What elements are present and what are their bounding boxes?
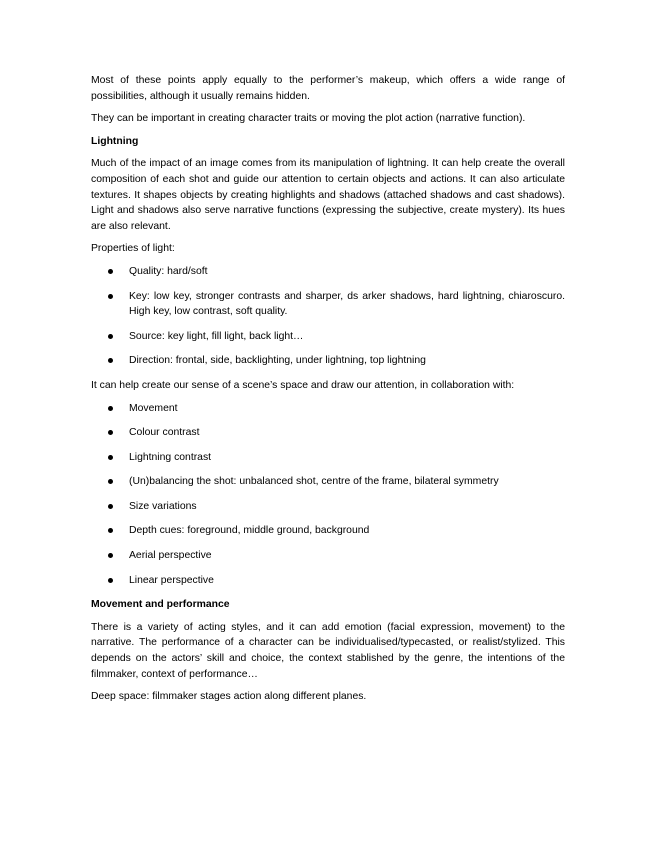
properties-intro: Properties of light: [91, 243, 175, 255]
list-item: Source: key light, fill light, back light… [91, 329, 565, 345]
list-item: Key: low key, stronger contrasts and sharper, ds arker shadows, hard lightning, chiaroscuro. High key, low contrast, soft quality. [91, 289, 565, 320]
paragraph-lightning: Much of the impact of an image comes from its manipulation of lightning. It can help create the overall composition of each shot and guide our attention to certain objects and actions. It can also articulate textures. It shapes objects by creating highlights and shadows (attached shadows and cast shadows). Light and shadows also serve narrative functions (expressing the subjective, create mystery). Its hues are also relevant. [91, 158, 565, 232]
list-item: Movement [91, 401, 565, 417]
document-page [91, 73, 565, 712]
list-item: Direction: frontal, side, backlighting, under lightning, top lightning [91, 353, 565, 369]
paragraph-deep-space: Deep space: filmmaker stages action along different planes. [91, 691, 367, 703]
space-list [91, 401, 565, 589]
list-item: Aerial perspective [91, 548, 565, 564]
space-intro: It can help create our sense of a scene’s space and draw our attention, in collaboration with: [91, 379, 515, 391]
list-item: (Un)balancing the shot: unbalanced shot, centre of the frame, bilateral symmetry [91, 474, 565, 490]
heading-lightning: Lightning [91, 135, 139, 147]
list-item: Quality: hard/soft [91, 264, 565, 280]
list-item: Lightning contrast [91, 450, 565, 466]
properties-list [91, 264, 565, 369]
paragraph-character-traits: They can be important in creating character traits or moving the plot action (narrative function). [91, 113, 526, 125]
list-item: Size variations [91, 499, 565, 515]
paragraph-acting-styles: There is a variety of acting styles, and it can add emotion (facial expression, movement) to the narrative. The performance of a character can be individualised/typecasted, or realist/stylized. This depends on the actors’ skill and choice, the context stablished by the genre, the intentions of the filmmaker, context of performance… [91, 621, 565, 680]
list-item: Linear perspective [91, 573, 565, 589]
heading-movement-performance: Movement and performance [91, 599, 230, 611]
list-item: Colour contrast [91, 425, 565, 441]
list-item: Depth cues: foreground, middle ground, background [91, 523, 565, 539]
paragraph-makeup: Most of these points apply equally to the performer’s makeup, which offers a wide range of possibilities, although it usually remains hidden. [91, 75, 565, 102]
